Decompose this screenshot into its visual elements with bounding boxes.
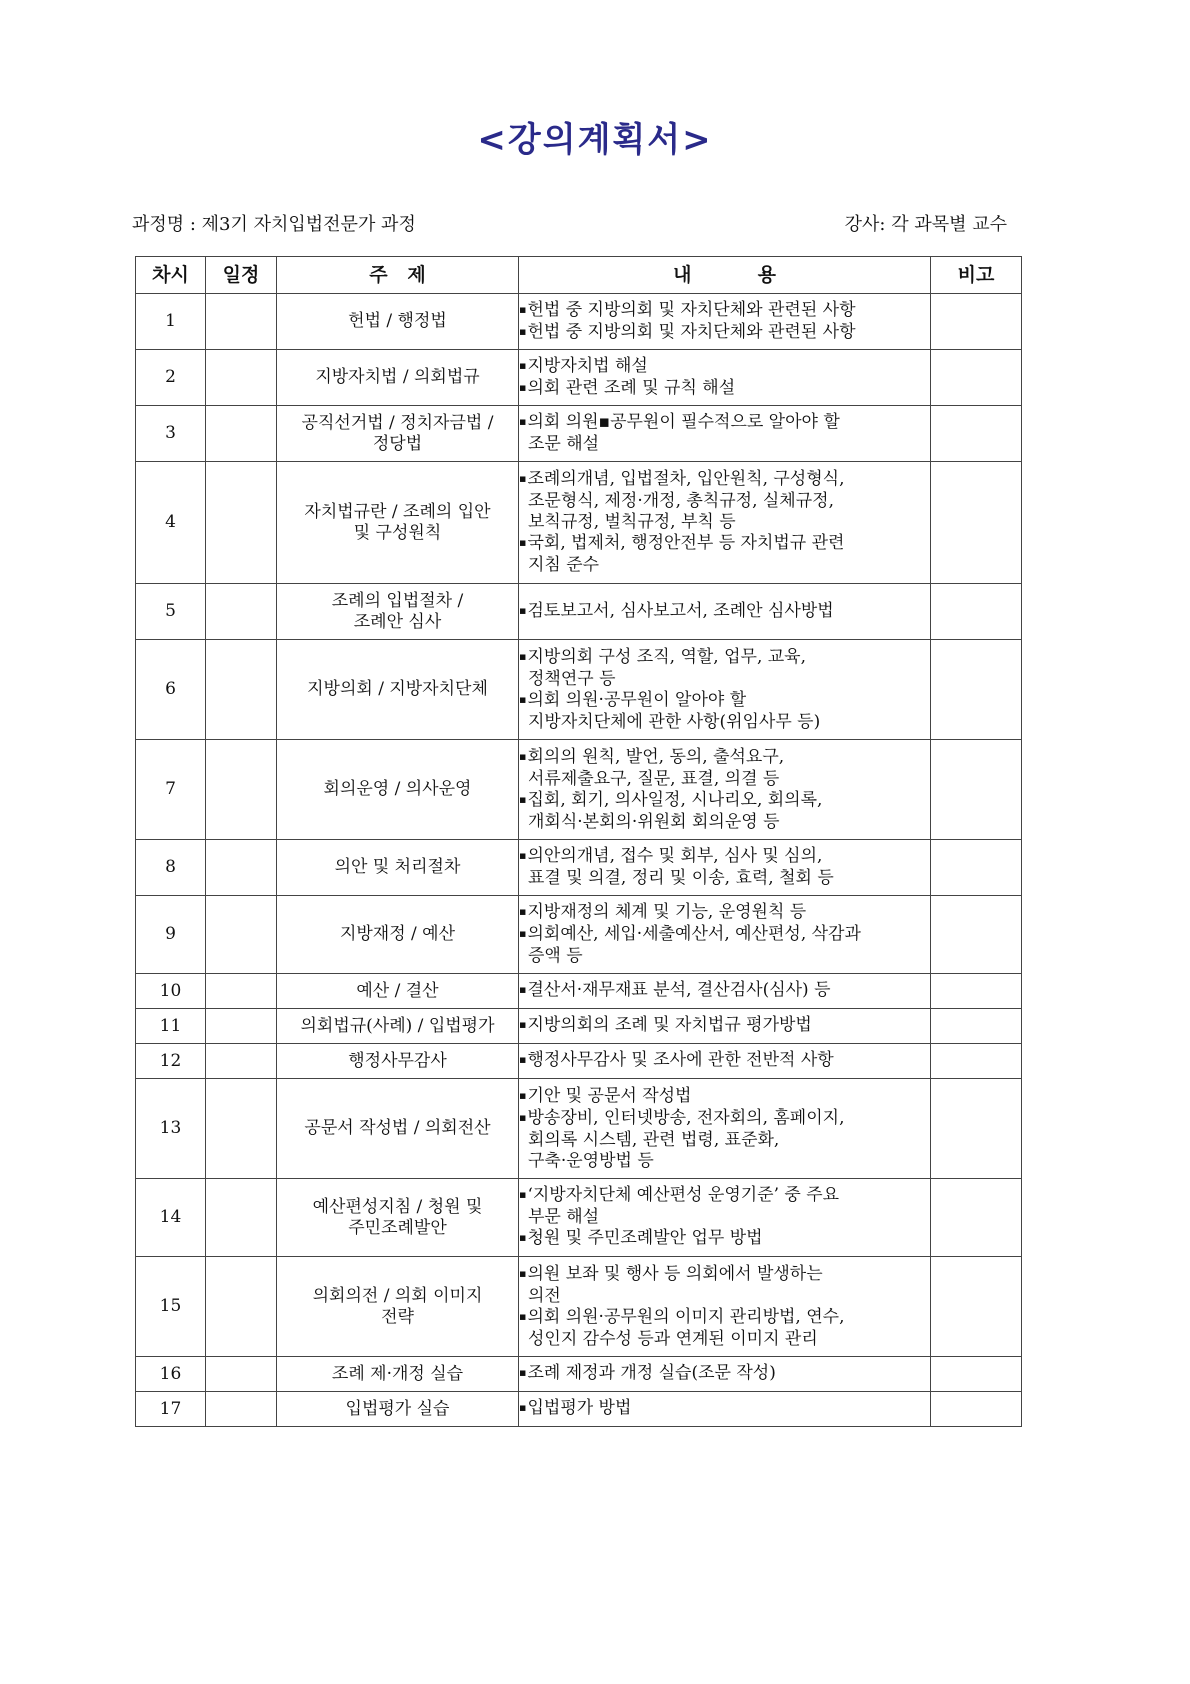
bullet-icon: ▪ xyxy=(519,1018,527,1031)
session-number: 12 xyxy=(136,1044,206,1079)
content-text: 청원 및 주민조례발안 업무 방법 xyxy=(527,1228,763,1248)
content-text: 표결 및 의결, 정리 및 이송, 효력, 철회 등 xyxy=(528,868,834,888)
table-row xyxy=(136,1357,1022,1392)
content-line xyxy=(519,512,930,533)
schedule-cell xyxy=(206,896,277,974)
content-text: 지방재정의 체계 및 기능, 운영원칙 등 xyxy=(527,902,807,922)
table-row xyxy=(136,1044,1022,1079)
subject-line: 자치법규란 / 조례의 입안 xyxy=(304,501,491,522)
subject-cell xyxy=(277,974,519,1009)
schedule-cell xyxy=(206,1179,277,1257)
content-text: 의회 의원·공무원의 이미지 관리방법, 연수, xyxy=(527,1306,845,1327)
content-text: 기안 및 공문서 작성법 xyxy=(527,1085,692,1106)
table-row xyxy=(136,840,1022,896)
table-row xyxy=(136,1257,1022,1357)
subject-line: 조례안 심사 xyxy=(353,611,442,632)
table-row xyxy=(136,462,1022,584)
content-line xyxy=(519,1228,930,1250)
content-cell xyxy=(519,896,931,974)
note-cell xyxy=(931,1079,1022,1179)
content-text: 지침 준수 xyxy=(528,555,600,575)
subject-cell xyxy=(277,350,519,406)
table-header-row xyxy=(136,257,1022,294)
content-text: 성인지 감수성 등과 연계된 이미지 관리 xyxy=(528,1328,818,1349)
bullet-icon: ▪ xyxy=(519,649,527,663)
subject-cell xyxy=(277,1357,519,1392)
content-line xyxy=(519,1363,930,1385)
content-text: 구축·운영방법 등 xyxy=(528,1150,654,1171)
note-cell xyxy=(931,584,1022,640)
subject-cell xyxy=(277,1392,519,1427)
table-row xyxy=(136,974,1022,1009)
bullet-icon: ▪ xyxy=(519,1053,527,1066)
header-content: 내 용 xyxy=(519,257,931,294)
content-line xyxy=(519,434,930,455)
schedule-cell xyxy=(206,1257,277,1357)
subject-line: 지방재정 / 예산 xyxy=(339,924,456,944)
content-line xyxy=(519,356,930,378)
bullet-icon: ▪ xyxy=(519,849,527,862)
schedule-cell xyxy=(206,1392,277,1427)
subject-cell xyxy=(277,1044,519,1079)
content-text: 결산서·재무재표 분석, 결산검사(심사) 등 xyxy=(527,980,831,1000)
table-row xyxy=(136,584,1022,640)
instructor-info: 강사: 각 과목별 교수 xyxy=(844,214,1007,235)
schedule-cell xyxy=(206,584,277,640)
content-text: 입법평가 방법 xyxy=(527,1398,632,1418)
content-text: 국회, 법제처, 행정안전부 등 자치법규 관련 xyxy=(527,533,845,553)
content-line xyxy=(519,812,930,833)
content-line xyxy=(519,378,930,400)
table-body xyxy=(136,294,1022,1427)
content-cell xyxy=(519,584,931,640)
subject-cell xyxy=(277,406,519,462)
subject-line: 예산편성지침 / 청원 및 xyxy=(312,1196,483,1217)
note-cell xyxy=(931,1009,1022,1044)
session-number: 17 xyxy=(136,1392,206,1427)
table-row xyxy=(136,1009,1022,1044)
bullet-icon: ▪ xyxy=(519,983,527,996)
content-text: 방송장비, 인터넷방송, 전자회의, 홈페이지, xyxy=(527,1107,845,1128)
session-number: 15 xyxy=(136,1257,206,1357)
content-cell xyxy=(519,1009,931,1044)
session-number: 11 xyxy=(136,1009,206,1044)
note-cell xyxy=(931,974,1022,1009)
bullet-icon: ▪ xyxy=(519,358,527,372)
content-line xyxy=(519,491,930,512)
content-text: 지방의회의 조례 및 자치법규 평가방법 xyxy=(527,1015,812,1035)
content-text: 서류제출요구, 질문, 표결, 의결 등 xyxy=(528,768,780,789)
note-cell xyxy=(931,1357,1022,1392)
content-line xyxy=(519,669,930,690)
session-number: 1 xyxy=(136,294,206,350)
content-text: 부문 해설 xyxy=(528,1207,600,1227)
content-line xyxy=(519,1398,930,1420)
content-cell xyxy=(519,1357,931,1392)
note-cell xyxy=(931,896,1022,974)
table-row xyxy=(136,406,1022,462)
subject-line: 전략 xyxy=(381,1306,414,1327)
subject-line: 의회법규(사례) / 입법평가 xyxy=(300,1015,495,1036)
header-schedule: 일정 xyxy=(206,257,277,294)
subject-line: 예산 / 결산 xyxy=(356,980,439,1001)
content-text: 지방의회 구성 조직, 역할, 업무, 교육, xyxy=(527,646,807,667)
session-number: 8 xyxy=(136,840,206,896)
subject-line: 헌법 / 행정법 xyxy=(348,311,447,331)
content-text: 정책연구 등 xyxy=(528,668,616,689)
content-text: 조례의개념, 입법절차, 입안원칙, 구성형식, xyxy=(527,469,845,489)
session-number: 5 xyxy=(136,584,206,640)
table-row xyxy=(136,1179,1022,1257)
content-cell xyxy=(519,350,931,406)
content-text: 의회예산, 세입·세출예산서, 예산편성, 삭감과 xyxy=(527,924,861,944)
content-text: 조문형식, 제정·개정, 총칙규정, 실체규정, xyxy=(528,491,834,511)
bullet-icon: ▪ xyxy=(519,603,527,617)
content-line xyxy=(519,322,930,344)
session-number: 14 xyxy=(136,1179,206,1257)
note-cell xyxy=(931,1179,1022,1257)
content-line xyxy=(519,868,930,889)
bullet-icon: ▪ xyxy=(519,927,527,940)
content-line xyxy=(519,1307,930,1329)
schedule-cell xyxy=(206,462,277,584)
bullet-icon: ▪ xyxy=(519,472,527,485)
content-text: 헌법 중 지방의회 및 자치단체와 관련된 사항 xyxy=(527,321,856,342)
bullet-icon: ▪ xyxy=(519,905,527,918)
subject-line: 행정사무감사 xyxy=(348,1050,447,1071)
document-title: <강의계획서> xyxy=(477,120,713,160)
note-cell xyxy=(931,294,1022,350)
content-cell xyxy=(519,1392,931,1427)
content-text: 의회 의원▪공무원이 필수적으로 알아야 할 xyxy=(527,412,840,432)
content-text: 검토보고서, 심사보고서, 조례안 심사방법 xyxy=(527,600,834,621)
note-cell xyxy=(931,1392,1022,1427)
schedule-cell xyxy=(206,640,277,740)
content-text: 집회, 회기, 의사일정, 시나리오, 회의록, xyxy=(527,789,823,810)
session-number: 2 xyxy=(136,350,206,406)
subject-line: 정당법 xyxy=(372,433,423,454)
session-number: 7 xyxy=(136,740,206,840)
content-cell xyxy=(519,840,931,896)
content-line xyxy=(519,647,930,669)
content-line xyxy=(519,980,930,1002)
content-line xyxy=(519,601,930,623)
subject-line: 의안 및 처리절차 xyxy=(334,857,461,877)
schedule-cell xyxy=(206,1079,277,1179)
content-cell xyxy=(519,974,931,1009)
bullet-icon: ▪ xyxy=(519,302,527,316)
subject-cell xyxy=(277,840,519,896)
subject-cell xyxy=(277,1009,519,1044)
table-row xyxy=(136,896,1022,974)
content-line xyxy=(519,690,930,712)
session-number: 16 xyxy=(136,1357,206,1392)
subject-cell xyxy=(277,640,519,740)
subject-line: 의회의전 / 의회 이미지 xyxy=(312,1285,483,1306)
note-cell xyxy=(931,840,1022,896)
subject-cell xyxy=(277,294,519,350)
subject-cell xyxy=(277,584,519,640)
content-line xyxy=(519,902,930,924)
header-no: 차시 xyxy=(136,257,206,294)
content-text: 지방자치법 해설 xyxy=(527,355,648,376)
content-line xyxy=(519,924,930,946)
bullet-icon: ▪ xyxy=(519,1309,527,1323)
content-line xyxy=(519,1050,930,1072)
content-text: 회의의 원칙, 발언, 동의, 출석요구, xyxy=(527,746,785,767)
bullet-icon: ▪ xyxy=(519,415,527,428)
bullet-icon: ▪ xyxy=(519,536,527,549)
content-text: 헌법 중 지방의회 및 자치단체와 관련된 사항 xyxy=(527,299,856,320)
content-line xyxy=(519,1185,930,1207)
schedule-cell xyxy=(206,974,277,1009)
content-line xyxy=(519,1207,930,1228)
content-cell xyxy=(519,1079,931,1179)
subject-line: 조례의 입법절차 / xyxy=(331,590,464,611)
table-row xyxy=(136,640,1022,740)
table-row xyxy=(136,1079,1022,1179)
bullet-icon: ▪ xyxy=(519,692,527,706)
content-line xyxy=(519,555,930,576)
schedule-cell xyxy=(206,1009,277,1044)
lecture-plan-table xyxy=(135,256,1022,1427)
content-text: 의원 보좌 및 행사 등 의회에서 발생하는 xyxy=(527,1263,823,1284)
schedule-cell xyxy=(206,1044,277,1079)
bullet-icon: ▪ xyxy=(519,1366,527,1379)
content-text: 보칙규정, 벌칙규정, 부칙 등 xyxy=(528,512,736,532)
session-number: 9 xyxy=(136,896,206,974)
content-cell xyxy=(519,740,931,840)
content-text: ‘지방자치단체 예산편성 운영기준’ 중 주요 xyxy=(527,1185,840,1205)
content-text: 의회 의원·공무원이 알아야 할 xyxy=(527,689,747,710)
content-cell xyxy=(519,406,931,462)
content-cell xyxy=(519,462,931,584)
content-text: 조례 제정과 개정 실습(조문 작성) xyxy=(527,1363,776,1383)
session-number: 13 xyxy=(136,1079,206,1179)
content-line xyxy=(519,300,930,322)
course-name: 과정명 : 제3기 자치입법전문가 과정 xyxy=(132,214,416,235)
content-text: 개회식·본회의·위원회 회의운영 등 xyxy=(528,811,780,832)
content-line xyxy=(519,1329,930,1350)
content-line xyxy=(519,412,930,434)
bullet-icon: ▪ xyxy=(519,1088,527,1102)
note-cell xyxy=(931,740,1022,840)
bullet-icon: ▪ xyxy=(519,1231,527,1244)
bullet-icon: ▪ xyxy=(519,324,527,338)
content-text: 의회 관련 조례 및 규칙 해설 xyxy=(527,377,736,398)
subject-line: 회의운영 / 의사운영 xyxy=(323,779,472,799)
content-cell xyxy=(519,1257,931,1357)
content-cell xyxy=(519,1179,931,1257)
bullet-icon: ▪ xyxy=(519,749,527,763)
subject-cell xyxy=(277,1179,519,1257)
content-text: 의안의개념, 접수 및 회부, 심사 및 심의, xyxy=(527,846,823,866)
schedule-cell xyxy=(206,294,277,350)
note-cell xyxy=(931,350,1022,406)
schedule-cell xyxy=(206,840,277,896)
note-cell xyxy=(931,1044,1022,1079)
content-line xyxy=(519,747,930,769)
content-text: 회의록 시스템, 관련 법령, 표준화, xyxy=(528,1129,780,1150)
content-line xyxy=(519,946,930,967)
subject-line: 공문서 작성법 / 의회전산 xyxy=(304,1118,491,1138)
content-line xyxy=(519,769,930,790)
content-cell xyxy=(519,1044,931,1079)
note-cell xyxy=(931,640,1022,740)
content-line xyxy=(519,1108,930,1130)
content-line xyxy=(519,533,930,555)
session-number: 3 xyxy=(136,406,206,462)
content-text: 의전 xyxy=(528,1285,561,1306)
subject-cell xyxy=(277,1257,519,1357)
subject-line: 입법평가 실습 xyxy=(345,1398,450,1419)
bullet-icon: ▪ xyxy=(519,1188,527,1201)
content-line xyxy=(519,1151,930,1172)
table-row xyxy=(136,294,1022,350)
bullet-icon: ▪ xyxy=(519,1401,527,1414)
content-line xyxy=(519,712,930,733)
note-cell xyxy=(931,406,1022,462)
note-cell xyxy=(931,462,1022,584)
content-line xyxy=(519,469,930,491)
content-text: 조문 해설 xyxy=(528,434,600,454)
schedule-cell xyxy=(206,740,277,840)
schedule-cell xyxy=(206,350,277,406)
content-line xyxy=(519,1086,930,1108)
subject-cell xyxy=(277,740,519,840)
bullet-icon: ▪ xyxy=(519,380,527,394)
content-text: 지방자치단체에 관한 사항(위임사무 등) xyxy=(528,711,821,732)
subject-line: 및 구성원칙 xyxy=(353,522,442,543)
content-text: 행정사무감사 및 조사에 관한 전반적 사항 xyxy=(527,1050,834,1070)
bullet-icon: ▪ xyxy=(519,1266,527,1280)
content-line xyxy=(519,1015,930,1037)
header-subject: 주 제 xyxy=(277,257,519,294)
schedule-cell xyxy=(206,406,277,462)
subject-line: 조례 제·개정 실습 xyxy=(331,1363,464,1384)
subject-line: 지방자치법 / 의회법규 xyxy=(315,367,480,387)
table-row xyxy=(136,350,1022,406)
content-cell xyxy=(519,294,931,350)
session-number: 6 xyxy=(136,640,206,740)
content-line xyxy=(519,790,930,812)
content-line xyxy=(519,1130,930,1151)
bullet-icon: ▪ xyxy=(519,1110,527,1124)
session-number: 10 xyxy=(136,974,206,1009)
content-line xyxy=(519,846,930,868)
subject-cell xyxy=(277,462,519,584)
subject-cell xyxy=(277,1079,519,1179)
content-text: 증액 등 xyxy=(528,946,583,966)
subject-line: 지방의회 / 지방자치단체 xyxy=(307,679,488,699)
content-cell xyxy=(519,640,931,740)
subject-cell xyxy=(277,896,519,974)
bullet-icon: ▪ xyxy=(519,792,527,806)
note-cell xyxy=(931,1257,1022,1357)
subject-line: 공직선거법 / 정치자금법 / xyxy=(301,412,494,433)
table-row xyxy=(136,1392,1022,1427)
content-line xyxy=(519,1286,930,1307)
subject-line: 주민조례발안 xyxy=(348,1217,447,1238)
session-number: 4 xyxy=(136,462,206,584)
schedule-cell xyxy=(206,1357,277,1392)
content-line xyxy=(519,1264,930,1286)
table-row xyxy=(136,740,1022,840)
header-note: 비고 xyxy=(931,257,1022,294)
course-info-bar xyxy=(132,210,1007,236)
